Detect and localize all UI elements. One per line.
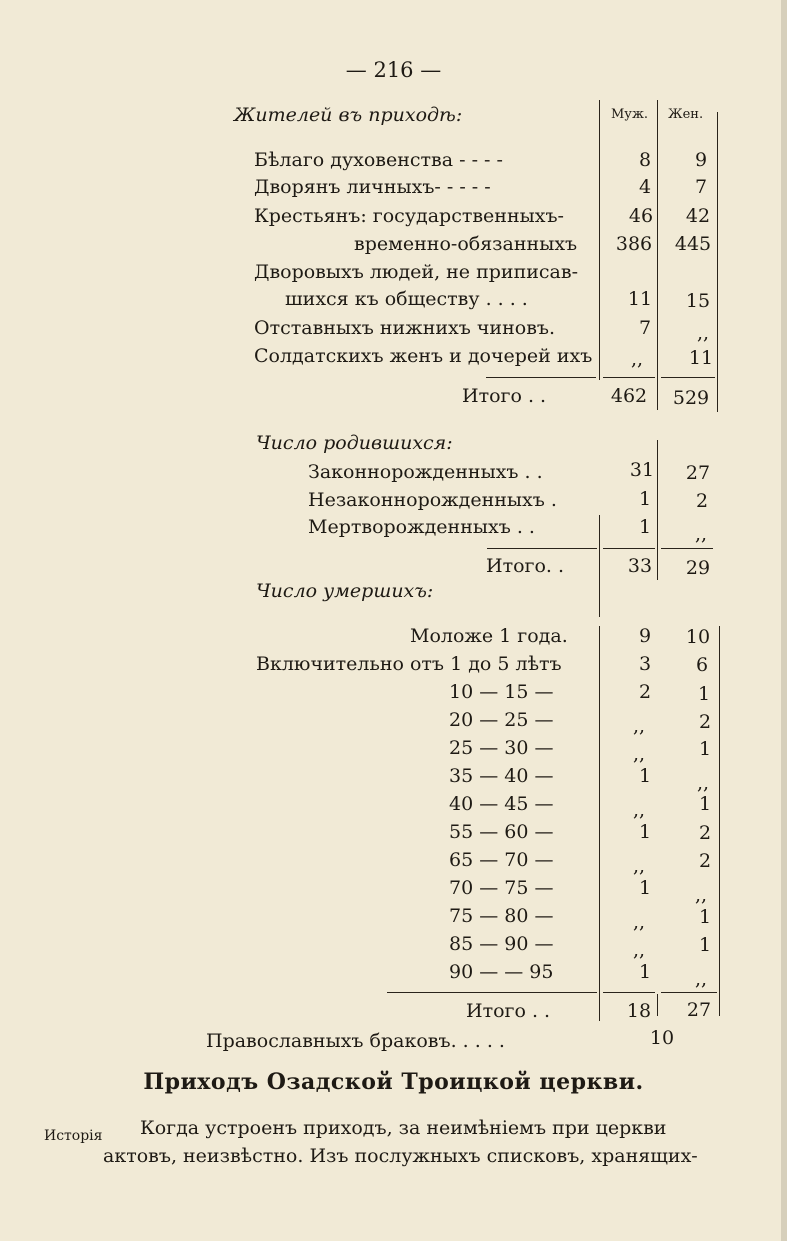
- male-value: ,,: [632, 855, 646, 877]
- total-rule: [661, 548, 713, 549]
- female-value: 2: [698, 822, 712, 844]
- total-rule: [387, 992, 597, 993]
- marriages-label: Православныхъ браковъ. . . . .: [206, 1030, 505, 1052]
- total-label: Итого . .: [462, 385, 547, 407]
- column-header-male: Муж.: [611, 107, 649, 122]
- female-value: ,,: [694, 884, 708, 906]
- male-value: 46: [628, 205, 654, 227]
- male-value: ,,: [632, 939, 646, 961]
- male-value: 7: [638, 317, 652, 339]
- row-label: 55 — 60 —: [449, 821, 554, 843]
- column-divider: [599, 515, 600, 617]
- total-rule: [603, 992, 655, 993]
- total-rule: [661, 377, 715, 378]
- female-value: 1: [698, 793, 712, 815]
- female-value: 2: [698, 850, 712, 872]
- female-value: ,,: [696, 772, 710, 794]
- body-text-line-1: Когда устроенъ приходъ, за неимѣніемъ при церкви: [140, 1117, 667, 1139]
- margin-note: Исторія: [44, 1128, 103, 1144]
- female-value: ,,: [696, 322, 710, 344]
- male-value: ,,: [630, 348, 644, 370]
- residents-heading: Жителей въ приходѣ:: [234, 104, 463, 126]
- female-value: 10: [685, 626, 711, 648]
- row-label: шихся къ обществу . . . .: [285, 288, 528, 310]
- total-rule: [603, 377, 655, 378]
- female-value: 2: [698, 711, 712, 733]
- row-label: 20 — 25 —: [449, 709, 554, 731]
- section-heading: Приходъ Озадской Троицкой церкви.: [143, 1069, 644, 1095]
- total-label: Итого. .: [486, 555, 565, 577]
- male-value: 1: [638, 765, 652, 787]
- page-number: — 216 —: [345, 58, 442, 82]
- row-label: Мертворожденныхъ . .: [308, 516, 535, 538]
- female-value: 1: [697, 683, 711, 705]
- row-label: 25 — 30 —: [449, 737, 554, 759]
- male-value: ,,: [632, 743, 646, 765]
- row-label: 65 — 70 —: [449, 849, 554, 871]
- male-value: 1: [638, 821, 652, 843]
- female-value: 1: [698, 906, 712, 928]
- male-total: 33: [627, 555, 653, 577]
- row-label: 85 — 90 —: [449, 933, 554, 955]
- male-value: 4: [638, 176, 652, 198]
- column-header-female: Жен.: [668, 107, 704, 122]
- male-value: ,,: [632, 799, 646, 821]
- total-rule: [486, 377, 596, 378]
- male-value: 1: [638, 877, 652, 899]
- male-total: 462: [610, 385, 648, 407]
- male-value: 9: [638, 625, 652, 647]
- female-value: 2: [695, 490, 709, 512]
- female-value: 1: [698, 738, 712, 760]
- male-value: 1: [638, 488, 652, 510]
- row-label: Включительно отъ 1 до 5 лѣтъ: [256, 653, 562, 675]
- male-value: 3: [638, 653, 652, 675]
- male-value: 31: [629, 459, 655, 481]
- female-value: 9: [694, 149, 708, 171]
- row-label: 70 — 75 —: [449, 877, 554, 899]
- row-label: Законнорожденныхъ . .: [308, 461, 543, 483]
- female-value: 27: [685, 462, 711, 484]
- female-value: ,,: [694, 968, 708, 990]
- row-label: временно-обязанныхъ: [354, 233, 578, 255]
- female-total: 529: [672, 387, 710, 409]
- row-label: Отставныхъ нижнихъ чиновъ.: [254, 317, 556, 339]
- female-value: 11: [688, 347, 714, 369]
- female-value: 1: [698, 934, 712, 956]
- births-heading: Число родившихся:: [256, 432, 453, 454]
- row-label: 35 — 40 —: [449, 765, 554, 787]
- row-label: Дворовыхъ людей, не приписав-: [254, 261, 578, 283]
- marriages-value: 10: [649, 1027, 675, 1049]
- female-value: 7: [694, 176, 708, 198]
- column-divider: [599, 100, 600, 380]
- page-edge: [781, 0, 787, 1241]
- row-label: 40 — 45 —: [449, 793, 554, 815]
- female-value: 42: [685, 205, 711, 227]
- female-value: 445: [674, 233, 712, 255]
- female-value: ,,: [694, 523, 708, 545]
- row-label: Моложе 1 года.: [410, 625, 568, 647]
- column-divider: [599, 626, 600, 1021]
- male-value: ,,: [632, 715, 646, 737]
- male-value: 1: [638, 961, 652, 983]
- female-value: 6: [695, 654, 709, 676]
- male-value: 11: [627, 288, 653, 310]
- total-rule: [603, 548, 655, 549]
- total-rule: [661, 992, 717, 993]
- male-value: 8: [638, 149, 652, 171]
- total-label: Итого . .: [466, 1000, 551, 1022]
- male-value: 1: [638, 516, 652, 538]
- male-total: 18: [626, 1000, 652, 1022]
- row-label: Дворянъ личныхъ- - - - -: [254, 176, 491, 198]
- female-value: 15: [685, 290, 711, 312]
- row-label: 75 — 80 —: [449, 905, 554, 927]
- male-value: ,,: [632, 911, 646, 933]
- row-label: Незаконнорожденныхъ .: [308, 489, 557, 511]
- row-label: Бѣлаго духовенства - - - -: [254, 149, 503, 171]
- female-total: 29: [685, 557, 711, 579]
- row-label: 90 — — 95: [449, 961, 554, 983]
- body-text-line-2: актовъ, неизвѣстно. Изъ послужныхъ списковъ, хранящих-: [103, 1145, 698, 1167]
- row-label: Крестьянъ: государственныхъ-: [254, 205, 564, 227]
- row-label: 10 — 15 —: [449, 681, 554, 703]
- row-label: Солдатскихъ женъ и дочерей ихъ: [254, 345, 593, 367]
- female-total: 27: [686, 999, 712, 1021]
- male-value: 386: [615, 233, 653, 255]
- male-value: 2: [638, 681, 652, 703]
- deaths-heading: Число умершихъ:: [256, 580, 434, 602]
- total-rule: [487, 548, 597, 549]
